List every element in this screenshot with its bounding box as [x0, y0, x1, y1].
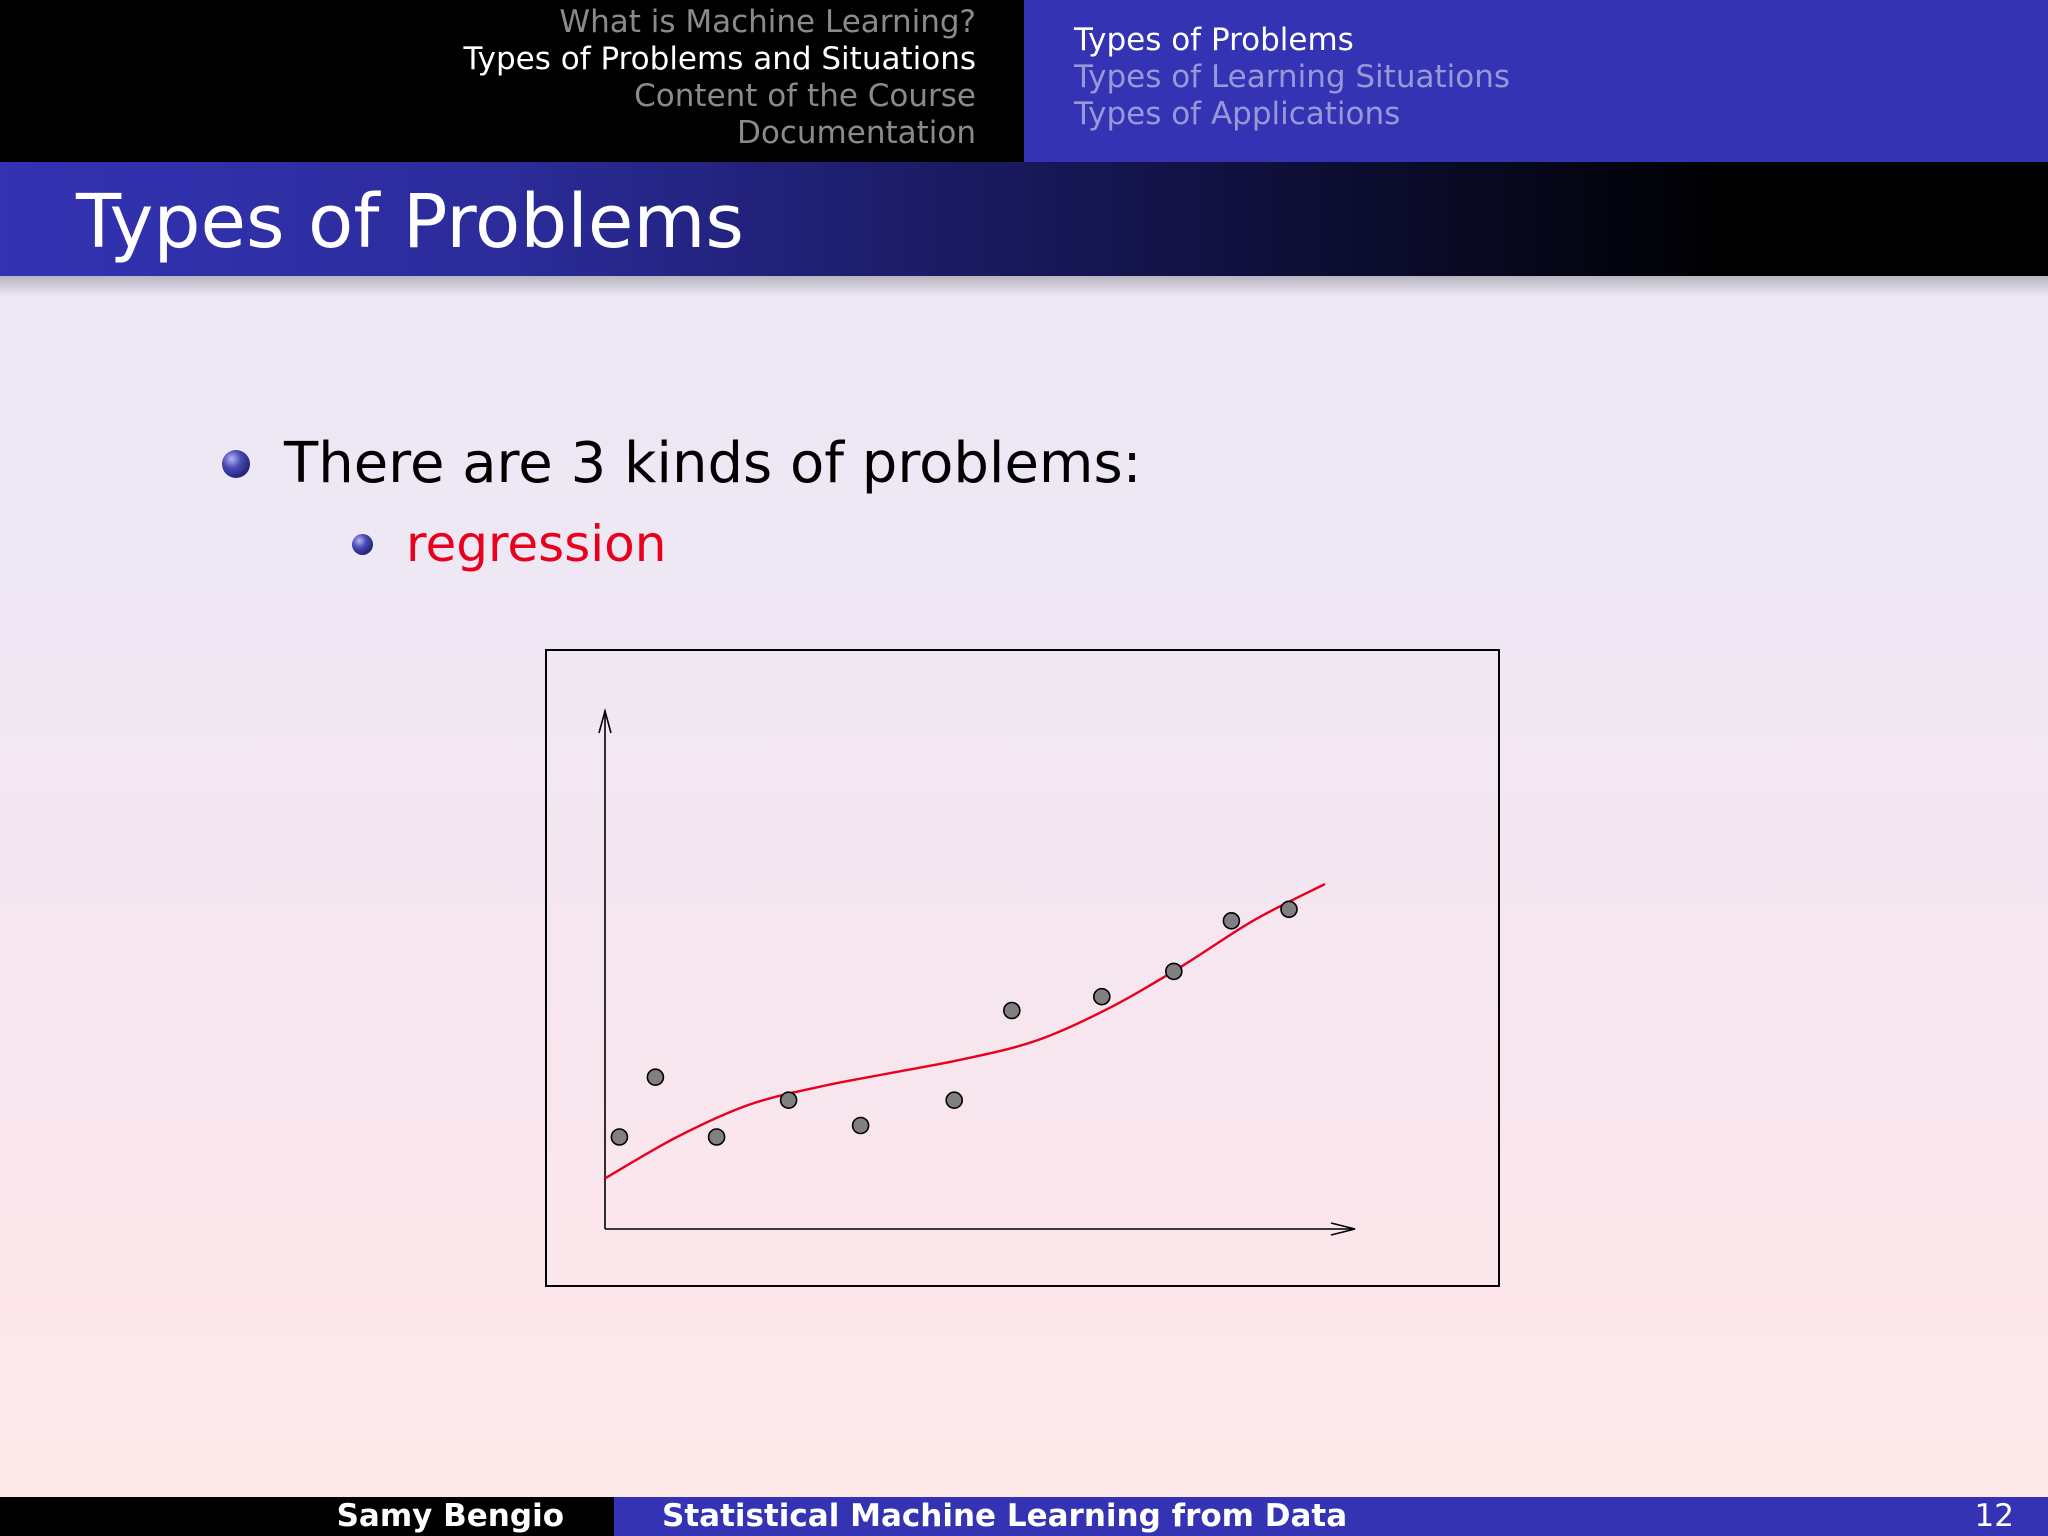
subsection-navigation: [1024, 0, 2048, 162]
bullet-ball-small-icon: [352, 534, 373, 555]
nav-section-documentation[interactable]: Documentation: [737, 115, 976, 151]
data-point-9: [1166, 963, 1182, 979]
section-navigation: [0, 0, 1024, 162]
data-point-7: [1004, 1003, 1020, 1019]
data-point-11: [1281, 901, 1297, 917]
footer-page-number: 12: [1974, 1498, 2014, 1534]
footer: [0, 1497, 2048, 1536]
bullet-sub: [352, 513, 666, 575]
bullet-ball-icon: [222, 450, 250, 478]
frame-title-bar: [0, 162, 2048, 276]
data-points: [611, 901, 1297, 1145]
nav-section-types-of-problems-and-situations[interactable]: Types of Problems and Situations: [463, 41, 976, 77]
bullet-main: [222, 430, 1142, 498]
data-point-4: [781, 1092, 797, 1108]
footer-title: Statistical Machine Learning from Data: [614, 1497, 2048, 1536]
nav-subsection-types-of-problems[interactable]: Types of Problems: [1074, 22, 1354, 58]
nav-section-content-of-course[interactable]: Content of the Course: [634, 78, 976, 114]
nav-subsection-types-of-learning-situations[interactable]: Types of Learning Situations: [1074, 59, 1510, 95]
data-point-8: [1094, 989, 1110, 1005]
bullet-sub-text: regression: [406, 515, 667, 573]
nav-section-what-is-ml[interactable]: What is Machine Learning?: [559, 4, 976, 40]
frame-title: Types of Problems: [76, 179, 744, 265]
data-point-2: [647, 1069, 663, 1085]
footer-author: Samy Bengio: [0, 1497, 614, 1536]
data-point-10: [1223, 913, 1239, 929]
title-shadow: [0, 276, 2048, 296]
data-point-6: [946, 1092, 962, 1108]
data-point-1: [611, 1129, 627, 1145]
regression-chart: [545, 649, 1500, 1287]
data-point-3: [709, 1129, 725, 1145]
nav-subsection-types-of-applications[interactable]: Types of Applications: [1074, 96, 1401, 132]
regression-chart-svg: [547, 651, 1498, 1285]
bullet-main-text: There are 3 kinds of problems:: [284, 431, 1142, 496]
data-point-5: [853, 1118, 869, 1134]
